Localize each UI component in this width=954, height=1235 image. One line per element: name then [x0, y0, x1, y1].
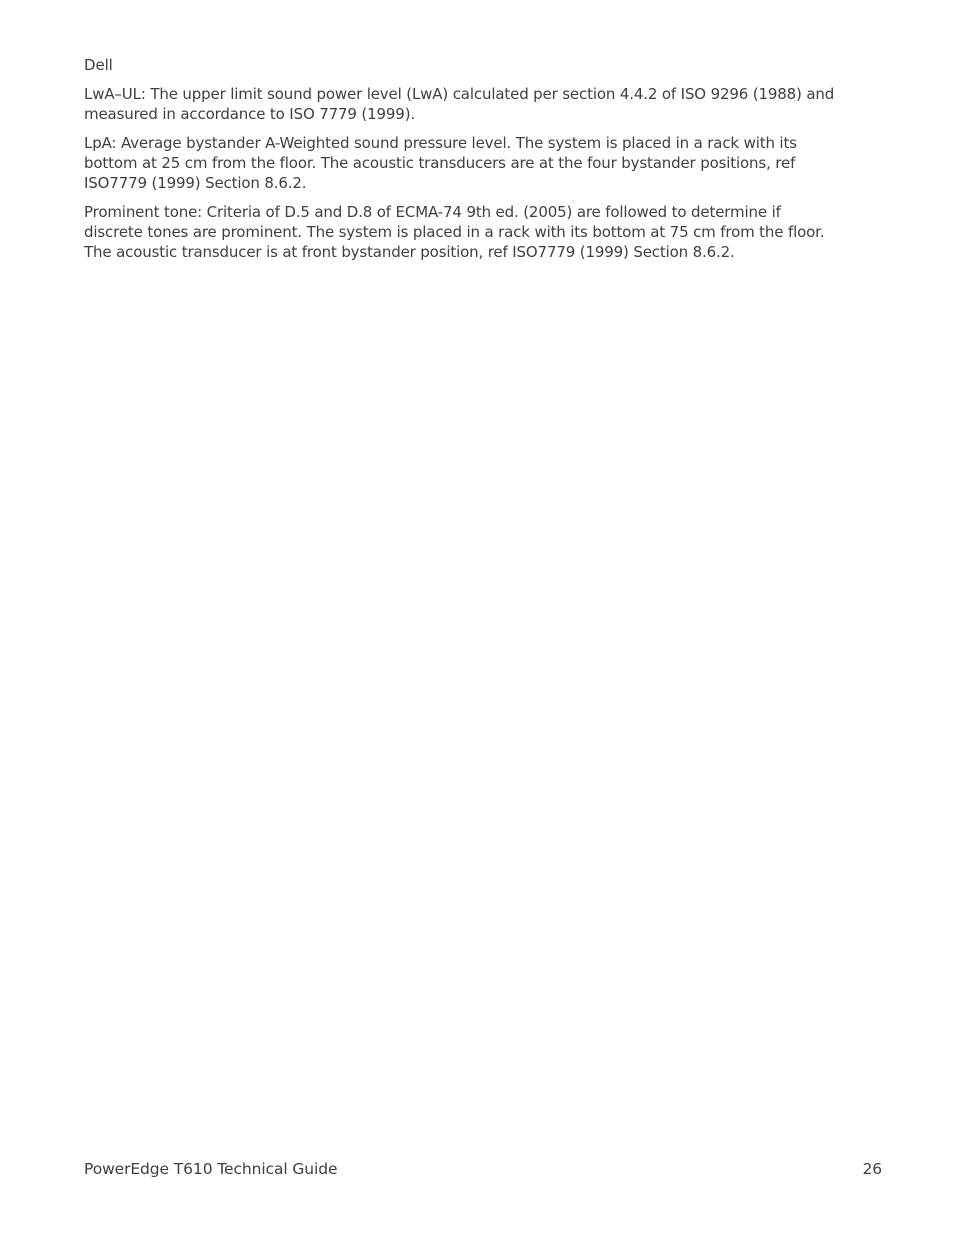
paragraph-lpa: LpA: Average bystander A-Weighted sound pressure level. The system is placed in a rack with its bottom at 25 cm from the floor. The acoustic transducers are at the four bystander positions, ref ISO7779 (1999) Section 8.6.2.: [84, 134, 797, 192]
header-brand: Dell: [84, 56, 113, 74]
paragraph-prominent-tone: Prominent tone: Criteria of D.5 and D.8 of ECMA-74 9th ed. (2005) are followed to determine if discrete tones are prominent. The system is placed in a rack with its bottom at 75 cm from the floor. The acoustic transducer is at front bystander position, ref ISO7779 (1999) Section 8.6.2.: [84, 203, 825, 261]
page-body: [84, 84, 874, 271]
paragraph-lwa-ul: LwA–UL: The upper limit sound power level (LwA) calculated per section 4.4.2 of ISO 9296 (1988) and measured in accordance to ISO 7779 (1999).: [84, 85, 835, 123]
footer-document-title: PowerEdge T610 Technical Guide: [84, 1160, 338, 1178]
footer-page-number: 26: [862, 1160, 882, 1178]
